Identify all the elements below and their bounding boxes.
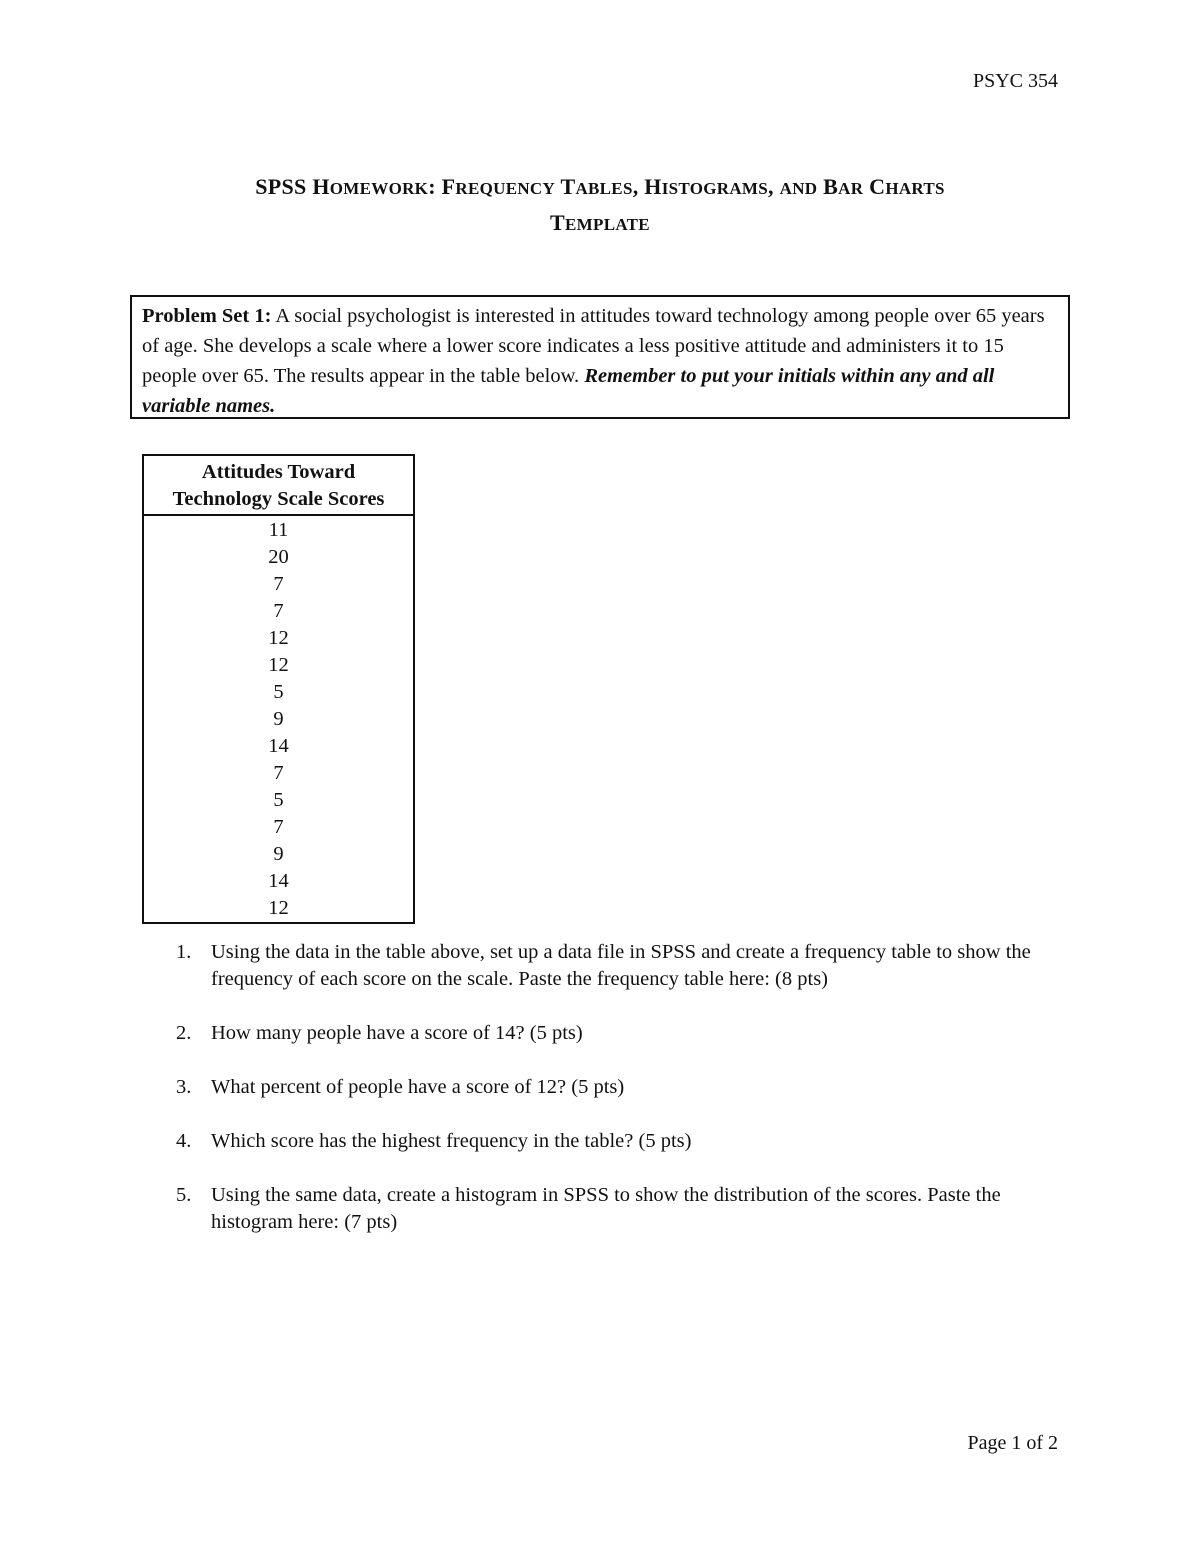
question-number: 2. — [176, 1022, 192, 1044]
question-item — [170, 1128, 1050, 1155]
score-cell: 7 — [273, 816, 284, 838]
question-text: Which score has the highest frequency in the table? (5 pts) — [211, 1130, 692, 1152]
score-cell: 12 — [268, 654, 289, 676]
problem-set-text: A social psychologist is interested in attitudes toward technology among people over 65 years of age. She develops a scale where a lower score indicates a less positive attitude and administers it to 15 people over 65. The results appear in the table below. — [142, 305, 1045, 387]
score-table — [142, 454, 415, 924]
question-list — [170, 939, 1050, 1236]
title-line-1: SPSS HOMEWORK: FREQUENCY TABLES, HISTOGRAMS, AND BAR CHARTS — [255, 174, 945, 199]
question-item — [170, 939, 1050, 993]
question-item — [170, 1020, 1050, 1047]
question-number: 1. — [176, 941, 192, 963]
score-cell: 14 — [268, 870, 289, 892]
score-table-body — [144, 516, 413, 922]
question-number: 4. — [176, 1130, 192, 1152]
score-cell: 5 — [273, 789, 284, 811]
question-item — [170, 1182, 1050, 1236]
score-cell: 9 — [273, 843, 284, 865]
problem-set-box — [130, 295, 1070, 419]
score-cell: 14 — [268, 735, 289, 757]
question-text: What percent of people have a score of 12? (5 pts) — [211, 1076, 625, 1098]
question-number: 3. — [176, 1076, 192, 1098]
score-cell: 7 — [273, 573, 284, 595]
score-cell: 12 — [268, 897, 289, 919]
question-text: Using the same data, create a histogram in SPSS to show the distribution of the scores. Paste the histogram here: (7 pts) — [211, 1184, 1001, 1233]
score-table-header: Attitudes Toward Technology Scale Scores — [144, 456, 413, 516]
question-text: Using the data in the table above, set up a data file in SPSS and create a frequency table to show the frequency of each score on the scale. Paste the frequency table here: (8 pts) — [211, 941, 1031, 990]
question-text: How many people have a score of 14? (5 pts) — [211, 1022, 583, 1044]
score-cell: 5 — [273, 681, 284, 703]
score-cell: 12 — [268, 627, 289, 649]
question-item — [170, 1074, 1050, 1101]
score-cell: 11 — [268, 519, 289, 541]
question-number: 5. — [176, 1184, 192, 1206]
course-code: PSYC 354 — [972, 70, 1058, 92]
page-number: Page 1 of 2 — [967, 1432, 1058, 1454]
page-title — [0, 170, 1200, 242]
score-cell: 7 — [273, 600, 284, 622]
problem-set-reminder: Remember to put your initials within any and all variable names. — [142, 365, 995, 417]
score-cell: 7 — [273, 762, 284, 784]
title-line-2: TEMPLATE — [550, 210, 650, 235]
score-cell: 20 — [268, 546, 289, 568]
problem-set-label: Problem Set 1: — [142, 305, 272, 327]
score-cell: 9 — [273, 708, 284, 730]
